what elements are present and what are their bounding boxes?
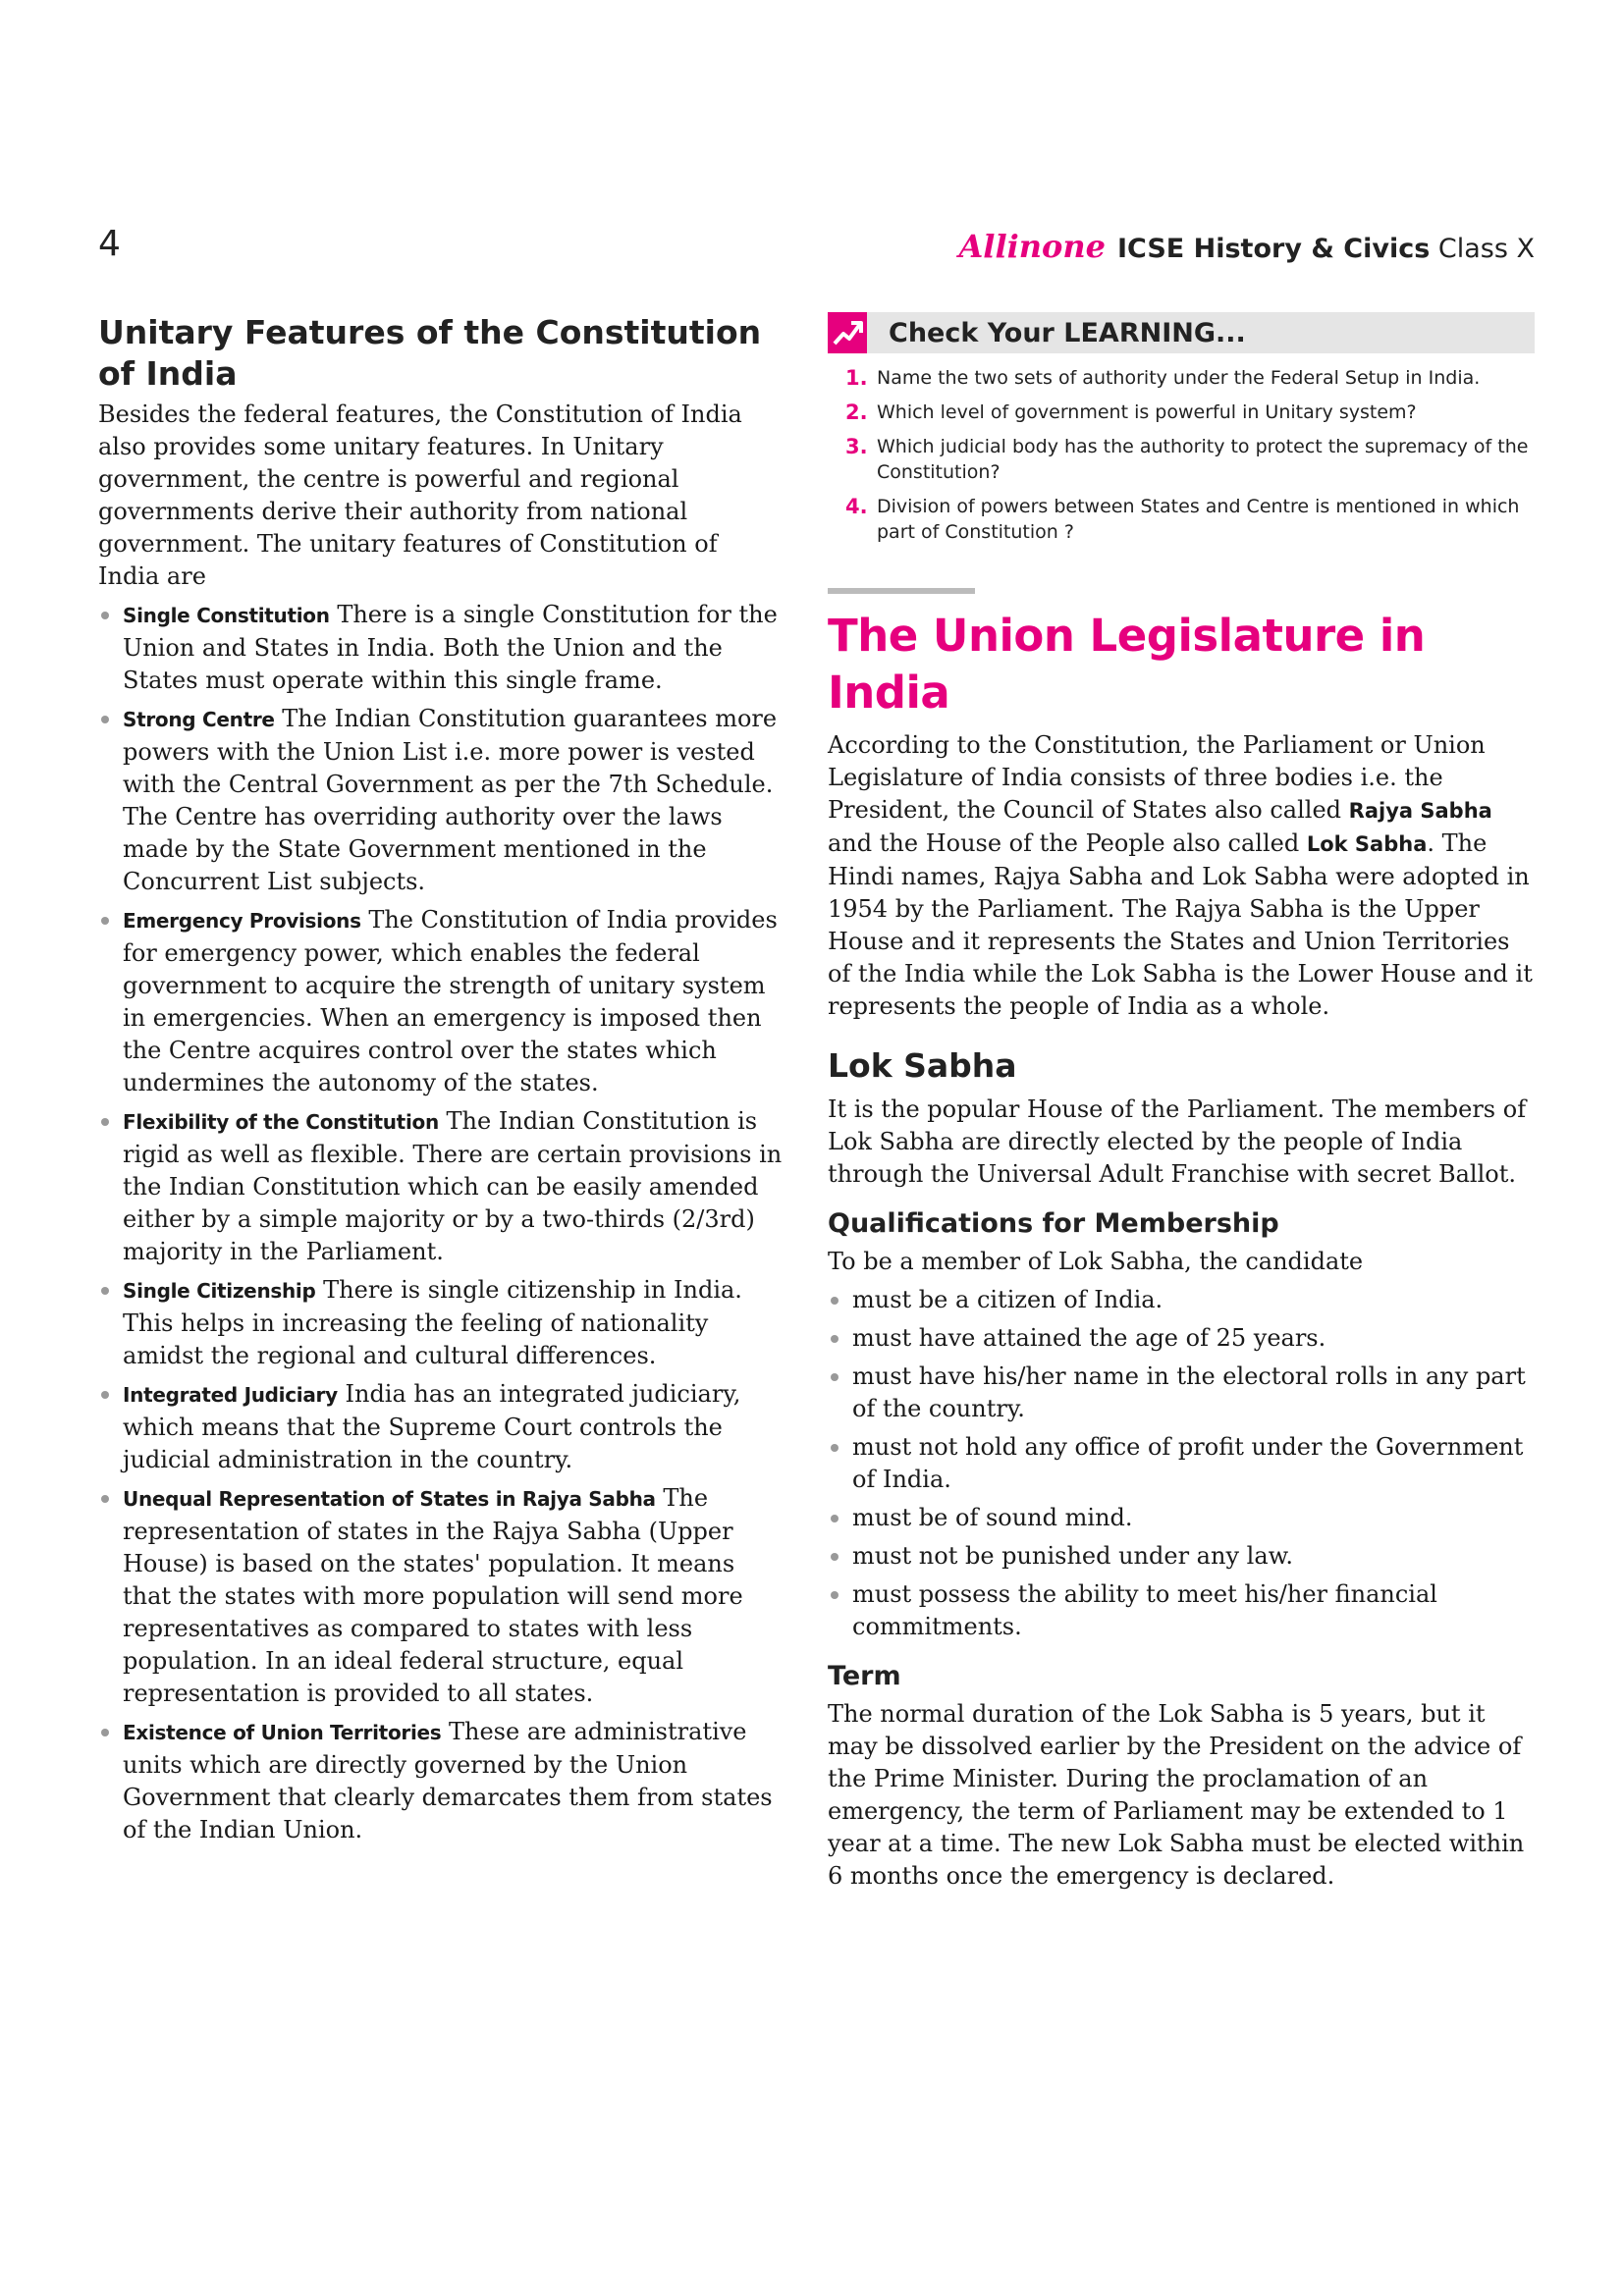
list-item: must possess the ability to meet his/her financial commitments. (828, 1578, 1535, 1643)
page-number: 4 (98, 224, 121, 264)
list-item: must not hold any office of profit under the Government of India. (828, 1431, 1535, 1496)
check-learning-box (828, 312, 1535, 353)
feature-text: There is single citizenship in India. This helps in increasing the feeling of nationality amidst the regional and cultural differences. (123, 1276, 742, 1369)
feature-text: These are administrative units which are directly governed by the Union Government that clearly demarcates them from states of the Indian Union. (123, 1718, 773, 1843)
left-column (98, 312, 785, 1852)
page-header (98, 224, 1535, 273)
question-text: Which judicial body has the authority to protect the supremacy of the Constitution? (877, 436, 1529, 483)
book-title (958, 228, 1535, 265)
check-learning-title: Check Your LEARNING... (889, 318, 1246, 348)
feature-term: Integrated Judiciary (123, 1383, 338, 1407)
unitary-intro: Besides the federal features, the Constitution of India also provides some unitary features. In Unitary government, the centre is powerful and regional governments derive their authority from national government. The unitary features of Constitution of India are (98, 400, 742, 590)
unitary-features-list (98, 599, 785, 1846)
lok-sabha-heading: Lok Sabha (828, 1046, 1017, 1085)
list-item (98, 1716, 785, 1846)
question-text: Division of powers between States and Centre is mentioned in which part of Constitution ? (877, 496, 1520, 543)
union-legislature-text: According to the Constitution, the Parliament or Union Legislature of India consists of three bodies i.e. the President, the Council of States also called Rajya Sabha and the House of the People also called Lok Sabha. The Hindi names, Rajya Sabha and Lok Sabha were adopted in 1954 by the Parliament. The Rajya Sabha is the Upper House and it represents the States and Union Territories of the India while the Lok Sabha is the Lower House and it represents the people of India as a whole. (828, 731, 1533, 1020)
feature-term: Emergency Provisions (123, 909, 361, 933)
question-number: 1. (845, 366, 868, 390)
qualifications-intro: To be a member of Lok Sabha, the candidate (828, 1248, 1364, 1275)
union-legislature-heading: The Union Legislature in India (828, 610, 1426, 719)
lok-sabha-term: Lok Sabha (1306, 832, 1428, 856)
check-questions-list (828, 365, 1535, 545)
lok-sabha-text: It is the popular House of the Parliament. The members of Lok Sabha are directly elected by the people of India through the Universal Adult Franchise with secret Ballot. (828, 1095, 1527, 1188)
list-item (98, 703, 785, 898)
feature-term: Single Constitution (123, 604, 330, 627)
feature-text: The representation of states in the Rajya Sabha (Upper House) is based on the states' population. It means that the states with more population will send more representatives as compared to states with less population. In an ideal federal structure, equal representation is provided to all states. (123, 1484, 743, 1707)
term-heading: Term (828, 1661, 901, 1691)
list-item (98, 1105, 785, 1268)
term-text: The normal duration of the Lok Sabha is 5 years, but it may be dissolved earlier by the President on the advice of the Prime Minister. During the proclamation of an emergency, the term of Parliament may be extended to 1 year at a time. The new Lok Sabha must be elected within 6 months once the emergency is declared. (828, 1700, 1525, 1890)
feature-text: The Indian Constitution is rigid as well as flexible. There are certain provisions in the Indian Constitution which can be easily amended either by a simple majority or by a two-thirds (2/3rd) majority in the Parliament. (123, 1107, 783, 1265)
feature-text: There is a single Constitution for the Union and States in India. Both the Union and the States must operate within this single frame. (123, 601, 778, 694)
book-title-main: ICSE History & Civics (1116, 234, 1431, 264)
brand-logo: Allinone (958, 228, 1106, 265)
list-item (98, 904, 785, 1099)
question-number: 3. (845, 435, 868, 458)
list-item (828, 365, 1535, 391)
question-number: 2. (845, 400, 868, 424)
list-item: must have attained the age of 25 years. (828, 1322, 1535, 1355)
question-number: 4. (845, 495, 868, 518)
list-item: must not be punished under any law. (828, 1540, 1535, 1573)
feature-text: The Constitution of India provides for emergency power, which enables the federal government to acquire the strength of unitary system in emergencies. When an emergency is imposed then the Centre acquires control over the states which undermines the autonomy of the states. (123, 906, 778, 1096)
list-item: must be a citizen of India. (828, 1284, 1535, 1316)
qualifications-heading: Qualifications for Membership (828, 1208, 1279, 1239)
right-column (828, 312, 1535, 1893)
list-item (98, 599, 785, 697)
unitary-heading: Unitary Features of the Constitution of India (98, 313, 762, 393)
list-item: must have his/her name in the electoral rolls in any part of the country. (828, 1361, 1535, 1425)
list-item: must be of sound mind. (828, 1502, 1535, 1534)
feature-term: Strong Centre (123, 708, 275, 731)
list-item (828, 494, 1535, 545)
book-title-class: Class X (1437, 234, 1535, 264)
feature-term: Flexibility of the Constitution (123, 1110, 439, 1134)
question-text: Which level of government is powerful in Unitary system? (877, 401, 1417, 423)
list-item (828, 400, 1535, 425)
trend-arrow-icon (828, 312, 867, 353)
feature-term: Single Citizenship (123, 1279, 316, 1303)
question-text: Name the two sets of authority under the Federal Setup in India. (877, 367, 1481, 389)
section-divider (828, 588, 975, 594)
feature-term: Existence of Union Territories (123, 1721, 442, 1744)
list-item (828, 434, 1535, 485)
feature-text: India has an integrated judiciary, which means that the Supreme Court controls the judicial administration in the country. (123, 1380, 741, 1473)
list-item (98, 1482, 785, 1710)
list-item (98, 1274, 785, 1372)
rajya-sabha-term: Rajya Sabha (1348, 799, 1492, 823)
feature-term: Unequal Representation of States in Rajya Sabha (123, 1487, 656, 1511)
list-item (98, 1378, 785, 1476)
qualifications-list (828, 1284, 1535, 1643)
feature-text: The Indian Constitution guarantees more powers with the Union List i.e. more power is vested with the Central Government as per the 7th Schedule. The Centre has overriding authority over the laws made by the State Government mentioned in the Concurrent List subjects. (123, 705, 778, 895)
